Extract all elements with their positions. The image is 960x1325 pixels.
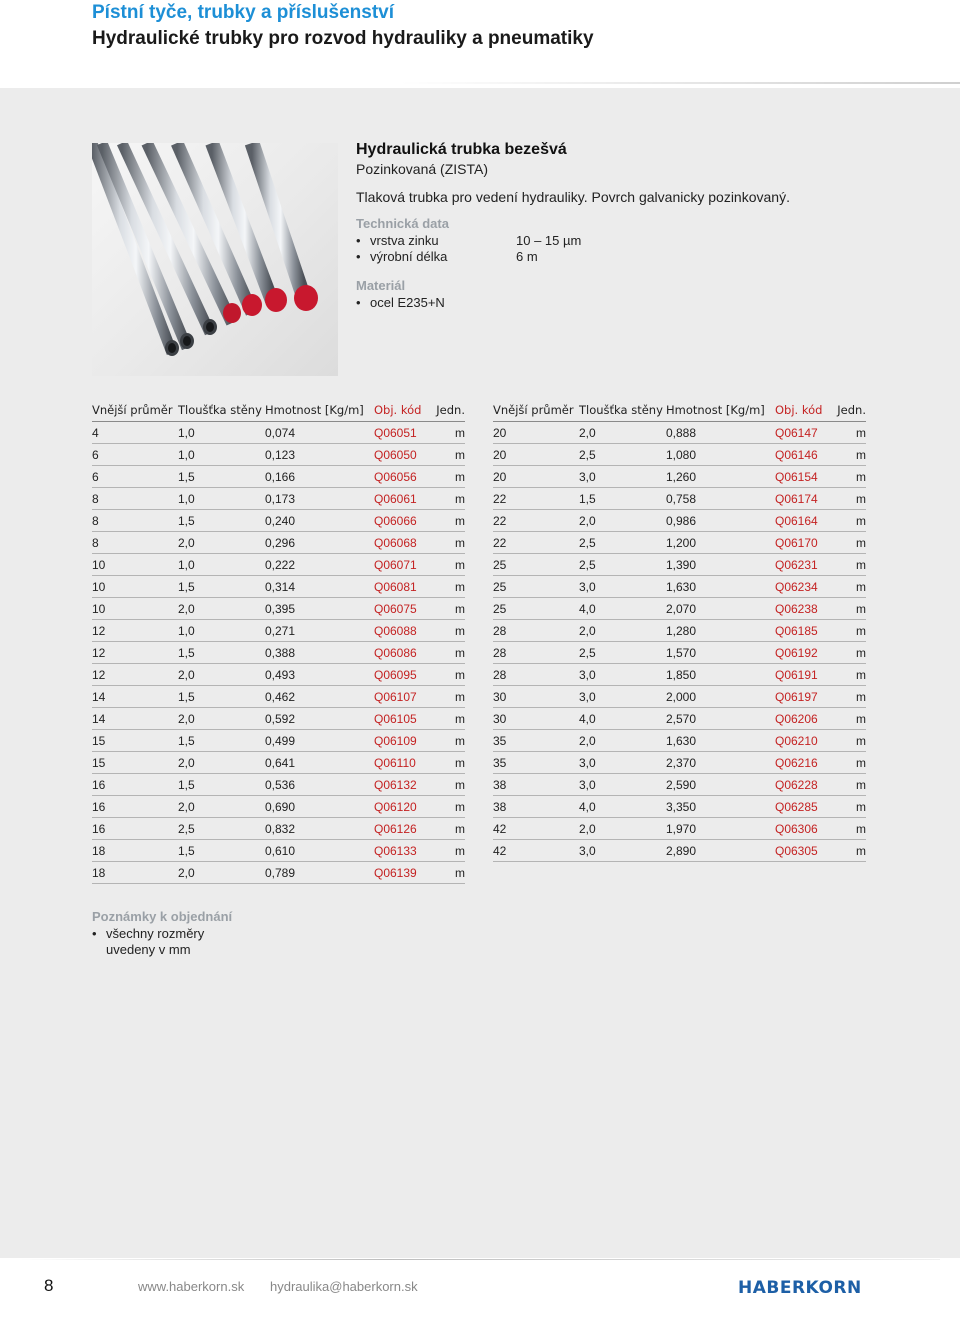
outer-diameter-cell: 10 xyxy=(92,576,178,598)
category-title: Pístní tyče, trubky a příslušenství xyxy=(92,2,394,23)
outer-diameter-cell: 28 xyxy=(493,664,579,686)
weight-cell: 1,630 xyxy=(666,730,775,752)
weight-cell: 0,690 xyxy=(265,796,374,818)
weight-cell: 0,271 xyxy=(265,620,374,642)
outer-diameter-cell: 35 xyxy=(493,752,579,774)
order-code-cell: Q06126 xyxy=(374,818,430,840)
order-code-cell: Q06154 xyxy=(775,466,831,488)
order-code-cell: Q06071 xyxy=(374,554,430,576)
wall-thickness-cell: 1,5 xyxy=(178,840,265,862)
weight-cell: 0,296 xyxy=(265,532,374,554)
weight-cell: 1,200 xyxy=(666,532,775,554)
tubes-illustration xyxy=(92,143,338,376)
table-row xyxy=(493,620,866,642)
table-row xyxy=(493,554,866,576)
unit-cell: m xyxy=(831,708,866,730)
outer-diameter-cell: 4 xyxy=(92,422,178,444)
tech-label: výrobní délka xyxy=(370,249,448,264)
wall-thickness-cell: 2,5 xyxy=(579,642,666,664)
order-code-cell: Q06210 xyxy=(775,730,831,752)
wall-thickness-cell: 2,5 xyxy=(579,444,666,466)
unit-cell: m xyxy=(831,686,866,708)
order-code-cell: Q06231 xyxy=(775,554,831,576)
unit-cell: m xyxy=(831,796,866,818)
weight-cell: 2,590 xyxy=(666,774,775,796)
product-photo xyxy=(92,143,338,376)
weight-cell: 0,314 xyxy=(265,576,374,598)
weight-cell: 1,390 xyxy=(666,554,775,576)
outer-diameter-cell: 15 xyxy=(92,752,178,774)
order-code-cell: Q06081 xyxy=(374,576,430,598)
table-row xyxy=(92,488,465,510)
weight-cell: 1,260 xyxy=(666,466,775,488)
wall-thickness-cell: 2,0 xyxy=(178,796,265,818)
notes-heading: Poznámky k objednání xyxy=(92,909,233,924)
outer-diameter-cell: 25 xyxy=(493,554,579,576)
table-row xyxy=(493,488,866,510)
weight-cell: 0,536 xyxy=(265,774,374,796)
unit-cell: m xyxy=(831,642,866,664)
col-header-unit: Jedn. xyxy=(831,399,866,422)
unit-cell: m xyxy=(430,510,465,532)
page-header xyxy=(0,0,960,88)
order-code-cell: Q06238 xyxy=(775,598,831,620)
weight-cell: 0,493 xyxy=(265,664,374,686)
col-header-weight: Hmotnost [Kg/m] xyxy=(265,399,374,422)
order-code-cell: Q06146 xyxy=(775,444,831,466)
col-header-outer-diameter: Vnější průměr xyxy=(493,399,579,422)
tech-row xyxy=(356,249,916,265)
wall-thickness-cell: 1,5 xyxy=(178,774,265,796)
table-row xyxy=(493,840,866,862)
table-header-row xyxy=(493,399,866,422)
table-row xyxy=(493,466,866,488)
bullet-icon: • xyxy=(356,249,361,264)
weight-cell: 0,395 xyxy=(265,598,374,620)
order-code-cell: Q06147 xyxy=(775,422,831,444)
unit-cell: m xyxy=(831,664,866,686)
tech-label: vrstva zinku xyxy=(370,233,439,248)
outer-diameter-cell: 20 xyxy=(493,466,579,488)
weight-cell: 0,388 xyxy=(265,642,374,664)
table-row xyxy=(92,532,465,554)
col-header-wall-thickness: Tloušťka stěny xyxy=(178,399,265,422)
weight-cell: 0,123 xyxy=(265,444,374,466)
outer-diameter-cell: 10 xyxy=(92,554,178,576)
weight-cell: 0,499 xyxy=(265,730,374,752)
wall-thickness-cell: 3,0 xyxy=(579,686,666,708)
weight-cell: 0,222 xyxy=(265,554,374,576)
table-row xyxy=(92,620,465,642)
wall-thickness-cell: 2,0 xyxy=(178,532,265,554)
outer-diameter-cell: 38 xyxy=(493,774,579,796)
weight-cell: 0,986 xyxy=(666,510,775,532)
outer-diameter-cell: 22 xyxy=(493,532,579,554)
weight-cell: 1,630 xyxy=(666,576,775,598)
order-code-cell: Q06109 xyxy=(374,730,430,752)
wall-thickness-cell: 1,0 xyxy=(178,620,265,642)
outer-diameter-cell: 28 xyxy=(493,620,579,642)
wall-thickness-cell: 2,0 xyxy=(178,708,265,730)
product-name: Hydraulická trubka bezešvá xyxy=(356,141,567,158)
order-notes xyxy=(92,908,233,957)
order-code-cell: Q06132 xyxy=(374,774,430,796)
order-code-cell: Q06174 xyxy=(775,488,831,510)
outer-diameter-cell: 8 xyxy=(92,510,178,532)
unit-cell: m xyxy=(831,730,866,752)
weight-cell: 1,570 xyxy=(666,642,775,664)
unit-cell: m xyxy=(430,730,465,752)
wall-thickness-cell: 4,0 xyxy=(579,796,666,818)
wall-thickness-cell: 1,0 xyxy=(178,422,265,444)
product-subtitle: Pozinkovaná (ZISTA) xyxy=(356,161,489,177)
bullet-icon: • xyxy=(356,295,361,310)
table-row xyxy=(493,730,866,752)
unit-cell: m xyxy=(430,576,465,598)
col-header-outer-diameter: Vnější průměr xyxy=(92,399,178,422)
col-header-unit: Jedn. xyxy=(430,399,465,422)
order-code-cell: Q06133 xyxy=(374,840,430,862)
unit-cell: m xyxy=(831,840,866,862)
wall-thickness-cell: 4,0 xyxy=(579,598,666,620)
table-row xyxy=(493,598,866,620)
weight-cell: 0,173 xyxy=(265,488,374,510)
weight-cell: 0,758 xyxy=(666,488,775,510)
outer-diameter-cell: 14 xyxy=(92,708,178,730)
outer-diameter-cell: 20 xyxy=(493,444,579,466)
unit-cell: m xyxy=(430,708,465,730)
wall-thickness-cell: 1,5 xyxy=(178,730,265,752)
table-row xyxy=(92,796,465,818)
table-row xyxy=(92,466,465,488)
wall-thickness-cell: 1,5 xyxy=(178,576,265,598)
outer-diameter-cell: 25 xyxy=(493,576,579,598)
weight-cell: 0,074 xyxy=(265,422,374,444)
wall-thickness-cell: 4,0 xyxy=(579,708,666,730)
unit-cell: m xyxy=(831,576,866,598)
weight-cell: 1,080 xyxy=(666,444,775,466)
outer-diameter-cell: 8 xyxy=(92,532,178,554)
order-code-cell: Q06061 xyxy=(374,488,430,510)
unit-cell: m xyxy=(430,840,465,862)
outer-diameter-cell: 16 xyxy=(92,774,178,796)
outer-diameter-cell: 42 xyxy=(493,818,579,840)
tech-row xyxy=(356,233,916,249)
outer-diameter-cell: 42 xyxy=(493,840,579,862)
table-row xyxy=(92,840,465,862)
table-row xyxy=(92,774,465,796)
table-row xyxy=(92,642,465,664)
outer-diameter-cell: 16 xyxy=(92,796,178,818)
order-code-cell: Q06068 xyxy=(374,532,430,554)
outer-diameter-cell: 14 xyxy=(92,686,178,708)
unit-cell: m xyxy=(430,818,465,840)
wall-thickness-cell: 1,5 xyxy=(178,466,265,488)
unit-cell: m xyxy=(831,752,866,774)
wall-thickness-cell: 2,0 xyxy=(178,862,265,884)
table-row xyxy=(493,444,866,466)
unit-cell: m xyxy=(430,466,465,488)
outer-diameter-cell: 16 xyxy=(92,818,178,840)
outer-diameter-cell: 6 xyxy=(92,466,178,488)
weight-cell: 0,888 xyxy=(666,422,775,444)
col-header-order-code: Obj. kód xyxy=(775,399,831,422)
wall-thickness-cell: 3,0 xyxy=(579,774,666,796)
table-row xyxy=(92,576,465,598)
unit-cell: m xyxy=(831,422,866,444)
weight-cell: 0,462 xyxy=(265,686,374,708)
wall-thickness-cell: 3,0 xyxy=(579,840,666,862)
unit-cell: m xyxy=(430,752,465,774)
spec-table-left xyxy=(92,399,465,884)
outer-diameter-cell: 10 xyxy=(92,598,178,620)
unit-cell: m xyxy=(430,422,465,444)
outer-diameter-cell: 22 xyxy=(493,488,579,510)
wall-thickness-cell: 1,5 xyxy=(579,488,666,510)
table-header-row xyxy=(92,399,465,422)
table-row xyxy=(92,862,465,884)
table-row xyxy=(92,752,465,774)
outer-diameter-cell: 12 xyxy=(92,620,178,642)
table-row xyxy=(92,598,465,620)
wall-thickness-cell: 1,0 xyxy=(178,488,265,510)
table-row xyxy=(493,532,866,554)
weight-cell: 1,280 xyxy=(666,620,775,642)
table-row xyxy=(493,576,866,598)
unit-cell: m xyxy=(831,774,866,796)
weight-cell: 0,592 xyxy=(265,708,374,730)
outer-diameter-cell: 12 xyxy=(92,642,178,664)
table-row xyxy=(493,642,866,664)
wall-thickness-cell: 2,5 xyxy=(579,554,666,576)
wall-thickness-cell: 1,5 xyxy=(178,642,265,664)
table-row xyxy=(493,818,866,840)
order-code-cell: Q06206 xyxy=(775,708,831,730)
order-code-cell: Q06066 xyxy=(374,510,430,532)
wall-thickness-cell: 2,0 xyxy=(178,598,265,620)
outer-diameter-cell: 22 xyxy=(493,510,579,532)
unit-cell: m xyxy=(430,664,465,686)
outer-diameter-cell: 28 xyxy=(493,642,579,664)
wall-thickness-cell: 2,5 xyxy=(178,818,265,840)
table-row xyxy=(493,796,866,818)
bullet-icon: • xyxy=(356,233,361,248)
outer-diameter-cell: 25 xyxy=(493,598,579,620)
unit-cell: m xyxy=(430,686,465,708)
outer-diameter-cell: 38 xyxy=(493,796,579,818)
order-code-cell: Q06095 xyxy=(374,664,430,686)
tech-data-heading: Technická data xyxy=(356,216,449,231)
table-row xyxy=(493,422,866,444)
unit-cell: m xyxy=(430,532,465,554)
order-code-cell: Q06120 xyxy=(374,796,430,818)
wall-thickness-cell: 3,0 xyxy=(579,664,666,686)
unit-cell: m xyxy=(831,466,866,488)
outer-diameter-cell: 15 xyxy=(92,730,178,752)
table-row xyxy=(92,686,465,708)
outer-diameter-cell: 8 xyxy=(92,488,178,510)
unit-cell: m xyxy=(430,488,465,510)
header-divider xyxy=(400,82,960,84)
wall-thickness-cell: 3,0 xyxy=(579,752,666,774)
col-header-order-code: Obj. kód xyxy=(374,399,430,422)
wall-thickness-cell: 1,5 xyxy=(178,510,265,532)
order-code-cell: Q06285 xyxy=(775,796,831,818)
order-code-cell: Q06164 xyxy=(775,510,831,532)
order-code-cell: Q06088 xyxy=(374,620,430,642)
product-intro xyxy=(356,140,916,311)
table-row xyxy=(92,730,465,752)
weight-cell: 2,070 xyxy=(666,598,775,620)
outer-diameter-cell: 6 xyxy=(92,444,178,466)
outer-diameter-cell: 35 xyxy=(493,730,579,752)
table-row xyxy=(92,818,465,840)
product-description: Tlaková trubka pro vedení hydrauliky. Povrch galvanicky pozinkovaný. xyxy=(356,189,790,205)
wall-thickness-cell: 2,0 xyxy=(579,730,666,752)
weight-cell: 0,832 xyxy=(265,818,374,840)
wall-thickness-cell: 2,0 xyxy=(579,620,666,642)
table-row xyxy=(493,686,866,708)
unit-cell: m xyxy=(430,774,465,796)
email-link[interactable]: hydraulika@haberkorn.sk xyxy=(270,1279,418,1294)
table-row xyxy=(493,664,866,686)
tech-value: 6 m xyxy=(516,249,538,264)
table-row xyxy=(92,422,465,444)
unit-cell: m xyxy=(831,488,866,510)
outer-diameter-cell: 30 xyxy=(493,686,579,708)
order-code-cell: Q06234 xyxy=(775,576,831,598)
spec-table-right xyxy=(493,399,866,862)
unit-cell: m xyxy=(430,796,465,818)
wall-thickness-cell: 1,5 xyxy=(178,686,265,708)
order-code-cell: Q06228 xyxy=(775,774,831,796)
website-link[interactable]: www.haberkorn.sk xyxy=(138,1279,245,1294)
order-code-cell: Q06086 xyxy=(374,642,430,664)
weight-cell: 3,350 xyxy=(666,796,775,818)
weight-cell: 2,000 xyxy=(666,686,775,708)
wall-thickness-cell: 2,0 xyxy=(178,752,265,774)
table-row xyxy=(92,444,465,466)
unit-cell: m xyxy=(831,510,866,532)
order-code-cell: Q06197 xyxy=(775,686,831,708)
order-code-cell: Q06216 xyxy=(775,752,831,774)
order-code-cell: Q06051 xyxy=(374,422,430,444)
wall-thickness-cell: 1,0 xyxy=(178,554,265,576)
unit-cell: m xyxy=(831,598,866,620)
outer-diameter-cell: 18 xyxy=(92,862,178,884)
unit-cell: m xyxy=(430,554,465,576)
unit-cell: m xyxy=(430,642,465,664)
haberkorn-logo: HABERKORN xyxy=(738,1278,862,1298)
order-code-cell: Q06139 xyxy=(374,862,430,884)
page-title: Hydraulické trubky pro rozvod hydrauliky a pneumatiky xyxy=(92,28,594,49)
weight-cell: 1,850 xyxy=(666,664,775,686)
wall-thickness-cell: 2,0 xyxy=(579,510,666,532)
table-row xyxy=(493,708,866,730)
order-code-cell: Q06305 xyxy=(775,840,831,862)
weight-cell: 0,240 xyxy=(265,510,374,532)
wall-thickness-cell: 3,0 xyxy=(579,466,666,488)
table-row xyxy=(92,664,465,686)
weight-cell: 2,570 xyxy=(666,708,775,730)
wall-thickness-cell: 3,0 xyxy=(579,576,666,598)
unit-cell: m xyxy=(831,532,866,554)
order-code-cell: Q06306 xyxy=(775,818,831,840)
outer-diameter-cell: 18 xyxy=(92,840,178,862)
notes-text: všechny rozměry uvedeny v mm xyxy=(106,926,205,957)
order-code-cell: Q06191 xyxy=(775,664,831,686)
wall-thickness-cell: 1,0 xyxy=(178,444,265,466)
outer-diameter-cell: 30 xyxy=(493,708,579,730)
table-row xyxy=(92,510,465,532)
unit-cell: m xyxy=(831,818,866,840)
notes-item xyxy=(92,926,232,957)
table-row xyxy=(493,752,866,774)
weight-cell: 1,970 xyxy=(666,818,775,840)
weight-cell: 2,890 xyxy=(666,840,775,862)
table-row xyxy=(493,510,866,532)
order-code-cell: Q06056 xyxy=(374,466,430,488)
order-code-cell: Q06075 xyxy=(374,598,430,620)
weight-cell: 0,789 xyxy=(265,862,374,884)
table-row xyxy=(92,554,465,576)
outer-diameter-cell: 20 xyxy=(493,422,579,444)
order-code-cell: Q06110 xyxy=(374,752,430,774)
material-heading: Materiál xyxy=(356,278,406,293)
order-code-cell: Q06170 xyxy=(775,532,831,554)
table-row xyxy=(92,708,465,730)
order-code-cell: Q06185 xyxy=(775,620,831,642)
order-code-cell: Q06107 xyxy=(374,686,430,708)
col-header-wall-thickness: Tloušťka stěny xyxy=(579,399,666,422)
weight-cell: 2,370 xyxy=(666,752,775,774)
unit-cell: m xyxy=(831,444,866,466)
material-row xyxy=(356,295,916,311)
unit-cell: m xyxy=(430,620,465,642)
wall-thickness-cell: 2,5 xyxy=(579,532,666,554)
order-code-cell: Q06105 xyxy=(374,708,430,730)
unit-cell: m xyxy=(430,598,465,620)
weight-cell: 0,610 xyxy=(265,840,374,862)
tech-value: 10 – 15 µm xyxy=(516,233,582,248)
unit-cell: m xyxy=(831,554,866,576)
bullet-icon: • xyxy=(92,926,97,941)
wall-thickness-cell: 2,0 xyxy=(579,422,666,444)
unit-cell: m xyxy=(430,444,465,466)
weight-cell: 0,641 xyxy=(265,752,374,774)
unit-cell: m xyxy=(831,620,866,642)
footer-divider xyxy=(20,1259,940,1260)
order-code-cell: Q06050 xyxy=(374,444,430,466)
wall-thickness-cell: 2,0 xyxy=(579,818,666,840)
col-header-weight: Hmotnost [Kg/m] xyxy=(666,399,775,422)
table-row xyxy=(493,774,866,796)
wall-thickness-cell: 2,0 xyxy=(178,664,265,686)
unit-cell: m xyxy=(430,862,465,884)
weight-cell: 0,166 xyxy=(265,466,374,488)
order-code-cell: Q06192 xyxy=(775,642,831,664)
material-value: ocel E235+N xyxy=(370,295,445,310)
outer-diameter-cell: 12 xyxy=(92,664,178,686)
page-number: 8 xyxy=(44,1276,54,1295)
